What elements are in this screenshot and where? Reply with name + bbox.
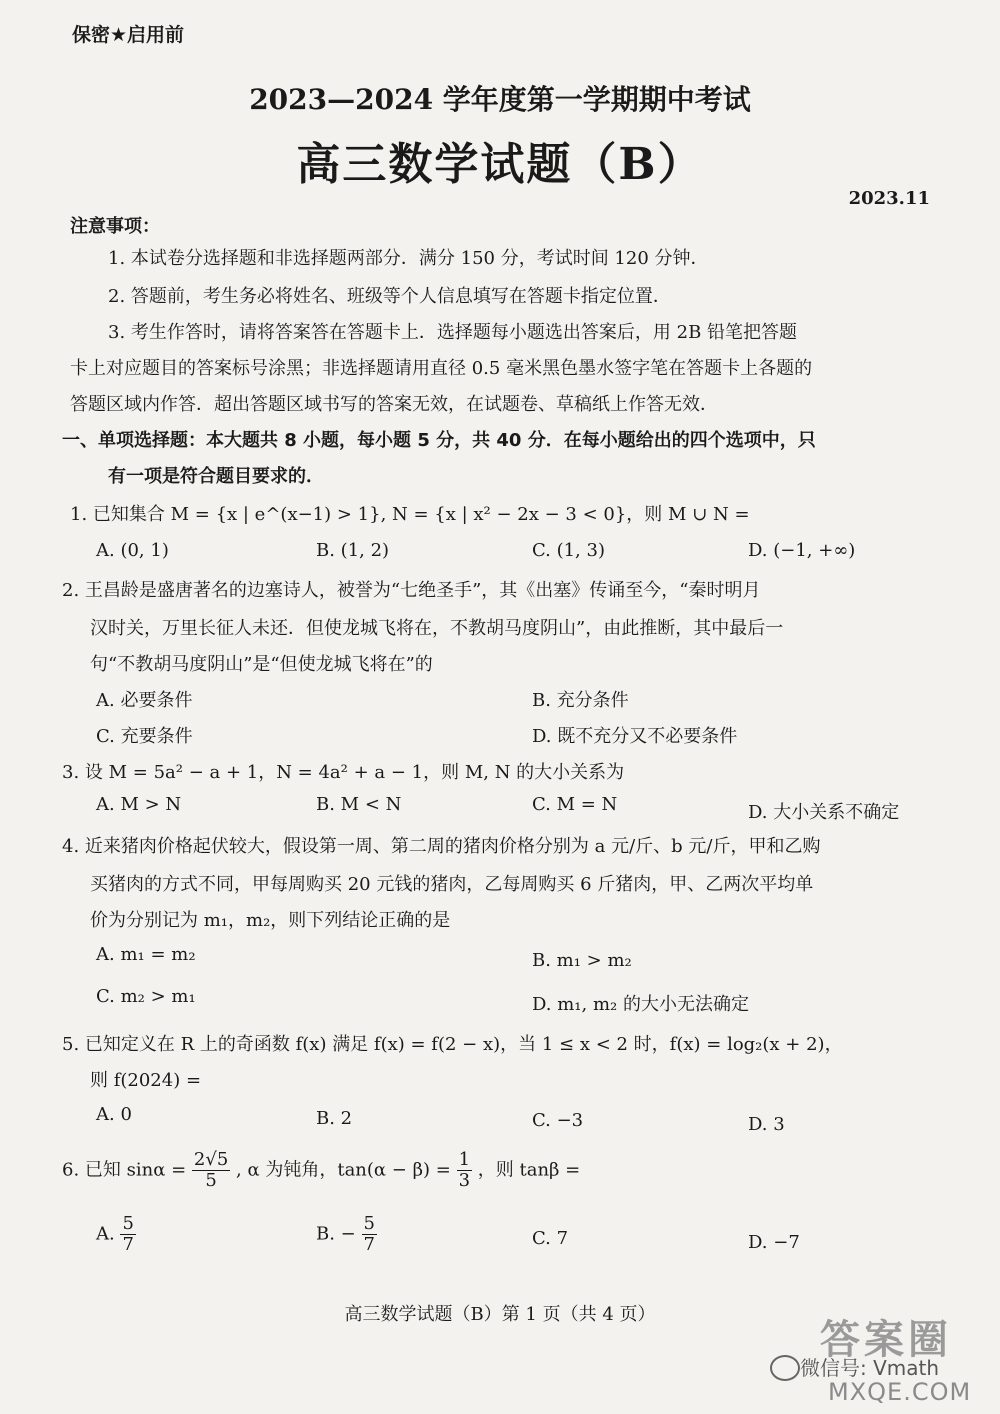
question-6-option-a <box>96 1214 136 1255</box>
question-4-option-d: D. m₁, m₂ 的大小无法确定 <box>532 994 749 1015</box>
fraction-denominator: 7 <box>122 1234 134 1255</box>
watermark-logo: 答案圈 <box>820 1317 952 1363</box>
fraction-numerator: 2√5 <box>193 1149 229 1170</box>
question-6-stem-suffix: ，则 tanβ = <box>477 1159 581 1181</box>
question-3-option-b: B. M < N <box>316 794 402 815</box>
question-2-option-d: D. 既不充分又不必要条件 <box>532 726 738 747</box>
question-6-stem <box>62 1150 580 1191</box>
question-5-option-d: D. 3 <box>748 1114 785 1135</box>
exam-title: 2023—2024 学年度第一学期期中考试 <box>249 83 751 116</box>
fraction-numerator: 5 <box>363 1213 375 1234</box>
question-4-option-c: C. m₂ > m₁ <box>96 986 196 1007</box>
question-4-option-b: B. m₁ > m₂ <box>532 950 632 971</box>
fraction-numerator: 5 <box>122 1213 134 1234</box>
option-label: A. <box>96 1223 115 1245</box>
question-5-option-b: B. 2 <box>316 1108 353 1129</box>
page-footer: 高三数学试题（B）第 1 页（共 4 页） <box>344 1304 656 1325</box>
question-4-line-3: 价为分别记为 m₁，m₂，则下列结论正确的是 <box>90 910 451 931</box>
question-6-fraction-sin <box>192 1150 230 1191</box>
question-5-option-a: A. 0 <box>96 1104 132 1125</box>
question-2-option-b: B. 充分条件 <box>532 690 629 711</box>
question-1-option-d: D. (−1, +∞) <box>748 540 856 561</box>
question-6-option-d: D. −7 <box>748 1232 800 1253</box>
question-6-stem-middle: , α 为钝角，tan(α − β) = <box>236 1159 451 1181</box>
page-title: 高三数学试题（B） <box>296 139 704 190</box>
notice-item-3-line-1: 3. 考生作答时，请将答案答在答题卡上．选择题每小题选出答案后，用 2B 铅笔把答题 <box>108 322 798 343</box>
question-6-option-c: C. 7 <box>532 1228 569 1249</box>
question-4-option-a: A. m₁ = m₂ <box>96 944 196 965</box>
notice-item-2: 2. 答题前，考生务必将姓名、班级等个人信息填写在答题卡指定位置． <box>108 286 671 307</box>
question-1-option-a: A. (0, 1) <box>96 540 169 561</box>
section-heading-line-2: 有一项是符合题目要求的． <box>108 466 324 487</box>
question-1-option-b: B. (1, 2) <box>316 540 390 561</box>
question-1-stem: 1. 已知集合 M = {x | e^(x−1) > 1}, N = {x | x² − 2x − 3 < 0}，则 M ∪ N = <box>70 504 750 525</box>
fraction-denominator: 7 <box>363 1234 375 1255</box>
option-fraction <box>120 1214 135 1255</box>
notice-item-3-line-2: 卡上对应题目的答案标号涂黑；非选择题请用直径 0.5 毫米黑色墨水签字笔在答题卡上各题的 <box>70 358 813 379</box>
question-4-line-2: 买猪肉的方式不同，甲每周购买 20 元钱的猪肉，乙每周购买 6 斤猪肉，甲、乙两次平均单 <box>90 874 814 895</box>
question-5-line-2: 则 f(2024) = <box>90 1070 202 1091</box>
question-6-stem-prefix: 6. 已知 sinα = <box>62 1159 187 1181</box>
question-2-line-3: 句“不教胡马度阴山”是“但使龙城飞将在”的 <box>90 654 433 675</box>
fraction-denominator: 5 <box>205 1170 217 1191</box>
notice-heading: 注意事项： <box>70 216 160 237</box>
wechat-icon <box>770 1355 800 1381</box>
exam-date: 2023.11 <box>848 188 930 209</box>
fraction-numerator: 1 <box>458 1149 471 1170</box>
question-2-option-c: C. 充要条件 <box>96 726 193 747</box>
question-2-option-a: A. 必要条件 <box>96 690 193 711</box>
question-5-option-c: C. −3 <box>532 1110 584 1131</box>
fraction-denominator: 3 <box>458 1170 471 1191</box>
question-6-option-b <box>316 1214 377 1255</box>
question-3-option-c: C. M = N <box>532 794 618 815</box>
option-fraction <box>362 1214 377 1255</box>
question-4-line-1: 4. 近来猪肉价格起伏较大，假设第一周、第二周的猪肉价格分别为 a 元/斤、b 元/斤，甲和乙购 <box>62 836 821 857</box>
notice-item-1: 1. 本试卷分选择题和非选择题两部分．满分 150 分，考试时间 120 分钟． <box>108 248 709 269</box>
question-6-fraction-tan <box>457 1150 472 1191</box>
question-1-option-c: C. (1, 3) <box>532 540 605 561</box>
section-heading-line-1: 一、单项选择题：本大题共 8 小题，每小题 5 分，共 40 分．在每小题给出的四个选项中，只 <box>62 430 816 451</box>
watermark-domain: MXQE.COM <box>828 1378 972 1406</box>
question-2-line-1: 2. 王昌龄是盛唐著名的边塞诗人，被誉为“七绝圣手”，其《出塞》传诵至今，“秦时明月 <box>62 580 761 601</box>
question-5-line-1: 5. 已知定义在 R 上的奇函数 f(x) 满足 f(x) = f(2 − x)，当 1 ≤ x < 2 时，f(x) = log₂(x + 2)， <box>62 1034 843 1055</box>
question-2-line-2: 汉时关，万里长征人未还．但使龙城飞将在，不教胡马度阴山”，由此推断，其中最后一 <box>90 618 784 639</box>
notice-item-3-line-3: 答题区域内作答．超出答题区域书写的答案无效，在试题卷、草稿纸上作答无效． <box>70 394 718 415</box>
question-3-option-a: A. M > N <box>96 794 182 815</box>
question-3-option-d: D. 大小关系不确定 <box>748 802 900 823</box>
watermark-wechat-id: 微信号: Vmath <box>800 1356 940 1380</box>
question-3-stem: 3. 设 M = 5a² − a + 1，N = 4a² + a − 1，则 M, N 的大小关系为 <box>62 762 625 783</box>
confidential-label: 保密★启用前 <box>72 24 185 46</box>
option-label: B. − <box>316 1223 356 1245</box>
